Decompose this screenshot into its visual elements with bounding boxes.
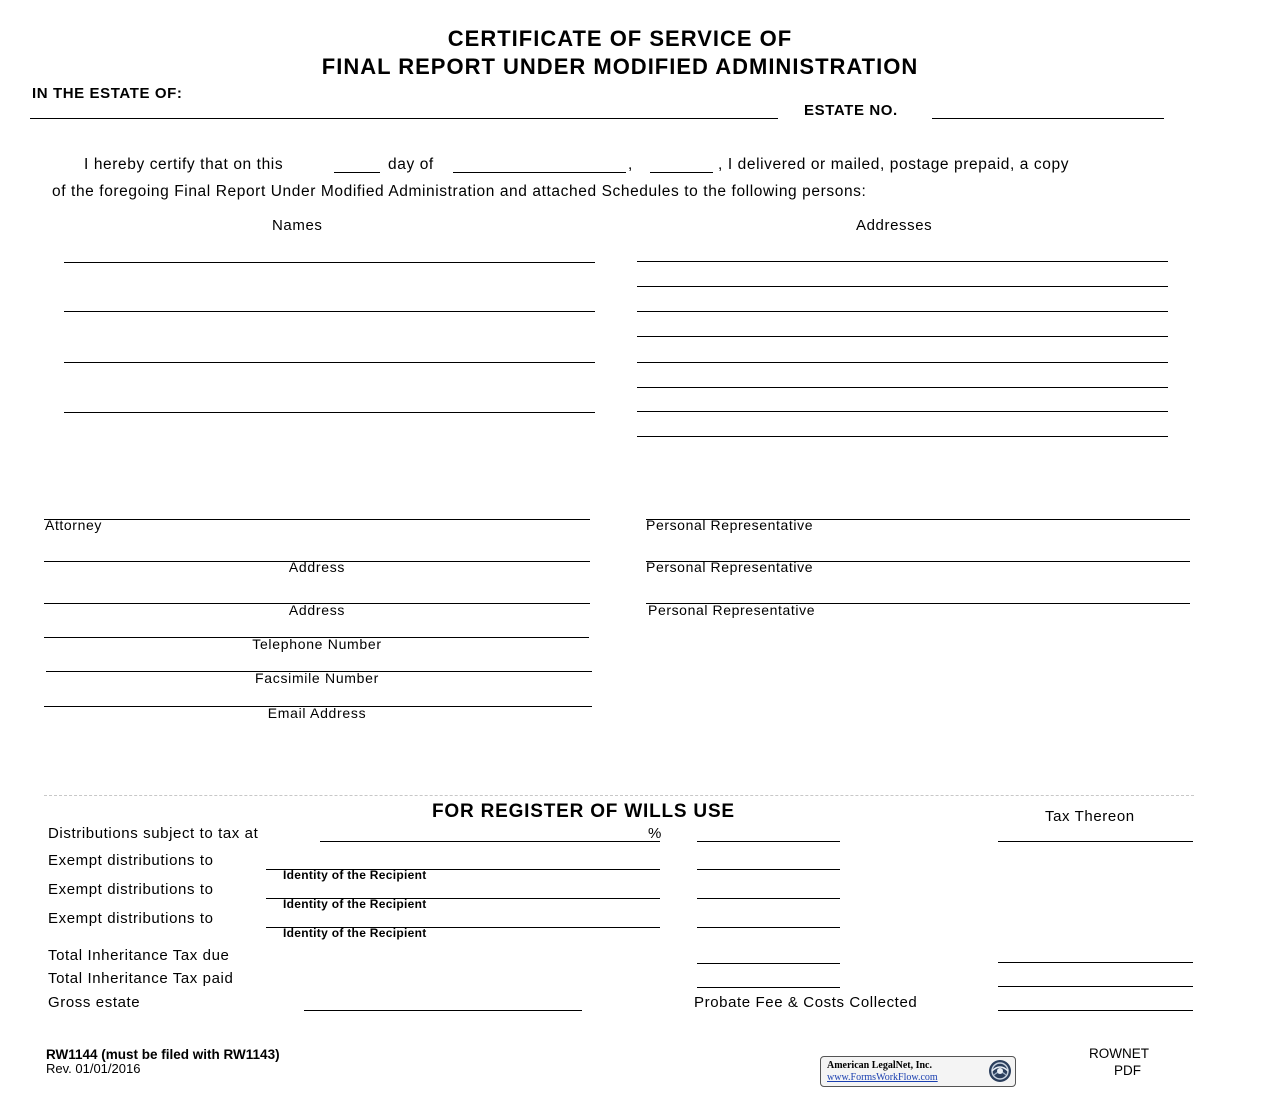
total-tax-paid-column-line[interactable] <box>998 986 1193 987</box>
percent-sign: % <box>648 825 662 842</box>
attorney-address-label-2: Address <box>288 602 346 618</box>
total-tax-due-label: Total Inheritance Tax due <box>48 947 230 964</box>
certify-text-part3: , I delivered or mailed, postage prepaid, a copy <box>718 156 1070 173</box>
day-input-line[interactable] <box>334 172 380 173</box>
exempt-distributions-label-2: Exempt distributions to <box>48 881 214 898</box>
tax-thereon-header: Tax Thereon <box>1045 808 1135 825</box>
facsimile-label: Facsimile Number <box>255 670 379 686</box>
name-line-2[interactable] <box>64 311 595 312</box>
estate-number-input-line[interactable] <box>932 118 1164 119</box>
estate-of-label: IN THE ESTATE OF: <box>32 85 183 102</box>
names-column-header: Names <box>272 217 323 234</box>
total-tax-paid-label: Total Inheritance Tax paid <box>48 970 234 987</box>
name-line-3[interactable] <box>64 362 595 363</box>
gross-estate-line[interactable] <box>304 1010 582 1011</box>
revision-date: Rev. 01/01/2016 <box>46 1061 141 1076</box>
exempt-amount-line-3[interactable] <box>697 927 840 928</box>
address-line-6[interactable] <box>637 387 1168 388</box>
form-id: RW1144 (must be filed with RW1143) <box>46 1047 280 1062</box>
total-tax-due-line[interactable] <box>697 963 840 964</box>
form-title-line2: FINAL REPORT UNDER MODIFIED ADMINISTRATION <box>321 54 919 79</box>
total-tax-paid-line[interactable] <box>697 987 840 988</box>
address-line-7[interactable] <box>637 411 1168 412</box>
exempt-distributions-label-1: Exempt distributions to <box>48 852 214 869</box>
personal-rep-label-2: Personal Representative <box>646 559 814 575</box>
logo-url-link[interactable]: www.FormsWorkFlow.com <box>827 1072 938 1083</box>
year-input-line[interactable] <box>650 172 713 173</box>
tax-rate-line[interactable] <box>320 841 660 842</box>
distributions-subject-label: Distributions subject to tax at <box>48 825 259 842</box>
american-legalnet-logo[interactable] <box>820 1056 1016 1087</box>
pdf-label: PDF <box>1114 1063 1141 1078</box>
addresses-column-header: Addresses <box>856 217 933 234</box>
certify-text-line2: of the foregoing Final Report Under Modified Administration and attached Schedules to the following persons: <box>52 183 867 200</box>
gross-estate-label: Gross estate <box>48 994 141 1011</box>
name-line-1[interactable] <box>64 262 595 263</box>
identity-caption-2: Identity of the Recipient <box>283 897 427 911</box>
attorney-address-label-1: Address <box>288 559 346 575</box>
address-line-8[interactable] <box>637 436 1168 437</box>
telephone-label: Telephone Number <box>252 636 382 652</box>
address-line-2[interactable] <box>637 286 1168 287</box>
probate-fee-label: Probate Fee & Costs Collected <box>694 994 918 1011</box>
certify-text-part1: I hereby certify that on this <box>84 156 284 173</box>
estate-number-label: ESTATE NO. <box>804 102 898 119</box>
email-label: Email Address <box>267 705 367 721</box>
exempt-amount-line-2[interactable] <box>697 898 840 899</box>
attorney-signature-line[interactable] <box>44 519 590 520</box>
rownet-label: ROWNET <box>1089 1046 1149 1061</box>
month-input-line[interactable] <box>453 172 626 173</box>
register-heading: FOR REGISTER OF WILLS USE <box>432 801 735 822</box>
probate-fee-line[interactable] <box>998 1010 1193 1011</box>
personal-rep-label-1: Personal Representative <box>646 517 814 533</box>
attorney-label: Attorney <box>45 517 102 533</box>
logo-company-name: American LegalNet, Inc. <box>827 1060 932 1071</box>
form-title-line1: CERTIFICATE OF SERVICE OF <box>447 26 793 51</box>
distributions-amount-line[interactable] <box>697 841 840 842</box>
identity-caption-1: Identity of the Recipient <box>283 868 427 882</box>
estate-of-input-line[interactable] <box>30 118 778 119</box>
name-line-4[interactable] <box>64 412 595 413</box>
address-line-5[interactable] <box>637 362 1168 363</box>
address-line-4[interactable] <box>637 336 1168 337</box>
globe-icon <box>988 1059 1012 1083</box>
register-section-divider <box>44 795 1194 796</box>
address-line-3[interactable] <box>637 311 1168 312</box>
distributions-tax-line[interactable] <box>998 841 1193 842</box>
exempt-distributions-label-3: Exempt distributions to <box>48 910 214 927</box>
total-tax-due-column-line[interactable] <box>998 962 1193 963</box>
identity-caption-3: Identity of the Recipient <box>283 926 427 940</box>
address-line-1[interactable] <box>637 261 1168 262</box>
certify-comma: , <box>628 156 633 173</box>
certify-text-part2: day of <box>388 156 434 173</box>
exempt-amount-line-1[interactable] <box>697 869 840 870</box>
personal-rep-label-3: Personal Representative <box>648 602 816 618</box>
